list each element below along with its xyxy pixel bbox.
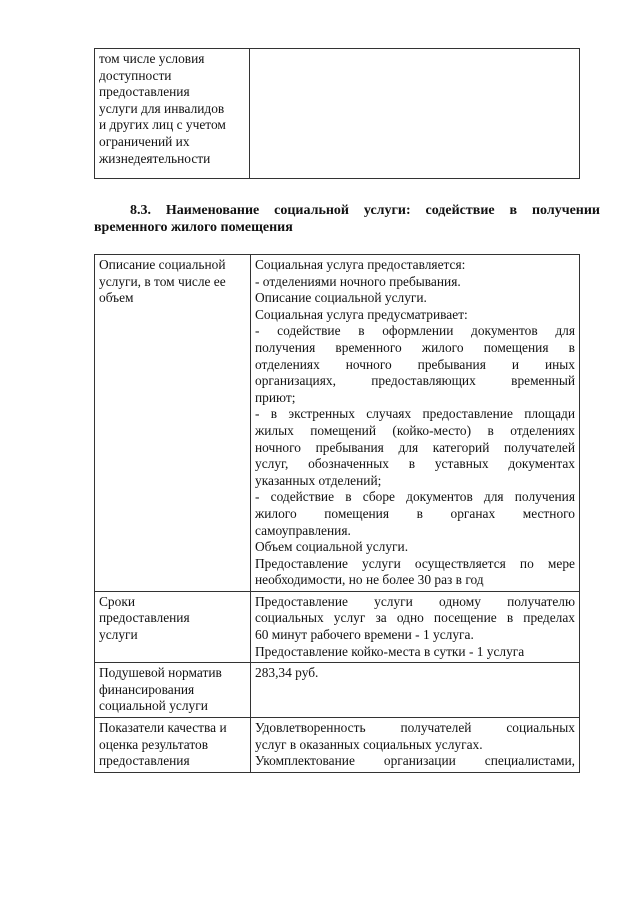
cell-line: Укомплектование организации специалистами, — [255, 753, 575, 769]
accessibility-label-cell — [95, 49, 250, 179]
cell-line: Предоставление услуги осуществляется по мере — [255, 555, 575, 571]
cell-line: жилых помещений (койко-место) в отделениях — [255, 422, 575, 438]
table-row — [95, 718, 580, 773]
cell-line: доступности — [99, 67, 172, 83]
section-heading-line: 8.3. Наименование социальной услуги: содействие в получении — [130, 203, 600, 218]
cell-line: том числе условия — [99, 51, 205, 66]
cell-line: - содействие в оформлении документов для — [255, 323, 575, 339]
cell-line: финансирования — [99, 681, 195, 697]
cell-line: объем — [99, 290, 134, 306]
cell-line: ограничений их — [99, 133, 190, 149]
cell-line: жизнедеятельности — [99, 150, 211, 166]
row-content-cell — [251, 255, 580, 592]
cell-line: социальных услуг за одно посещение в пределах — [255, 610, 575, 626]
cell-line: предоставления — [99, 610, 190, 626]
top-table — [94, 48, 580, 179]
row-label-cell — [95, 718, 251, 773]
cell-line: Описание социальной — [99, 257, 226, 272]
cell-line: Описание социальной услуги. — [255, 290, 427, 306]
cell-line: самоуправления. — [255, 522, 351, 538]
cell-line: услуг, обозначенных в уставных документах — [255, 456, 575, 472]
cell-line: Подушевой норматив — [99, 665, 222, 681]
cell-line: услуг в оказанных социальных услугах. — [255, 736, 483, 752]
section-heading-line: временного жилого помещения — [94, 220, 293, 235]
accessibility-value-cell — [250, 49, 580, 179]
cell-line: и других лиц с учетом — [99, 117, 226, 133]
row-label-cell — [95, 255, 251, 592]
cell-line: услуги для инвалидов — [99, 100, 225, 116]
cell-line: Удовлетворенность получателей социальных — [255, 720, 575, 736]
cell-line: 60 минут рабочего времени - 1 услуга. — [255, 627, 474, 643]
row-content-cell — [251, 718, 580, 773]
cell-line: необходимости, но не более 30 раз в год — [255, 572, 484, 588]
cell-line: оценка результатов — [99, 736, 209, 752]
cell-line: получения временного жилого помещения в — [255, 339, 575, 355]
cell-line: предоставления — [99, 753, 190, 769]
section-heading — [94, 202, 600, 236]
row-label-cell — [95, 663, 251, 718]
cell-line: ночного пребывания для категорий получателей — [255, 439, 575, 455]
cell-line: Социальная услуга предоставляется: — [255, 257, 466, 272]
cell-line: Социальная услуга предусматривает: — [255, 306, 468, 322]
row-content-cell — [251, 663, 580, 718]
cell-line: - в экстренных случаях предоставление площади — [255, 406, 575, 422]
cell-line: услуги, в том числе ее — [99, 273, 226, 289]
table-row — [95, 591, 580, 662]
cell-line: предоставления — [99, 84, 190, 100]
cell-line: Сроки — [99, 593, 135, 609]
row-content-cell — [251, 591, 580, 662]
cell-line: указанных отделений; — [255, 472, 382, 488]
cell-line: 283,34 руб. — [255, 665, 319, 681]
cell-line: - отделениями ночного пребывания. — [255, 273, 461, 289]
cell-line: услуги — [99, 627, 138, 643]
cell-line: Предоставление койко-места в сутки - 1 услуга — [255, 643, 525, 659]
table-row — [95, 49, 580, 179]
cell-line: жилого помещения в органах местного — [255, 505, 575, 521]
cell-line: Предоставление услуги одному получателю — [255, 593, 575, 609]
table-row — [95, 255, 580, 592]
table-row — [95, 663, 580, 718]
cell-line: приют; — [255, 389, 296, 405]
service-table — [94, 254, 580, 773]
cell-line: Объем социальной услуги. — [255, 539, 409, 555]
cell-line: социальной услуги — [99, 698, 208, 714]
cell-line: организациях, предоставляющих временный — [255, 373, 575, 389]
row-label-cell — [95, 591, 251, 662]
cell-line: отделениях ночного пребывания и иных — [255, 356, 575, 372]
cell-line: Показатели качества и — [99, 720, 227, 736]
cell-line: - содействие в сборе документов для получения — [255, 489, 575, 505]
